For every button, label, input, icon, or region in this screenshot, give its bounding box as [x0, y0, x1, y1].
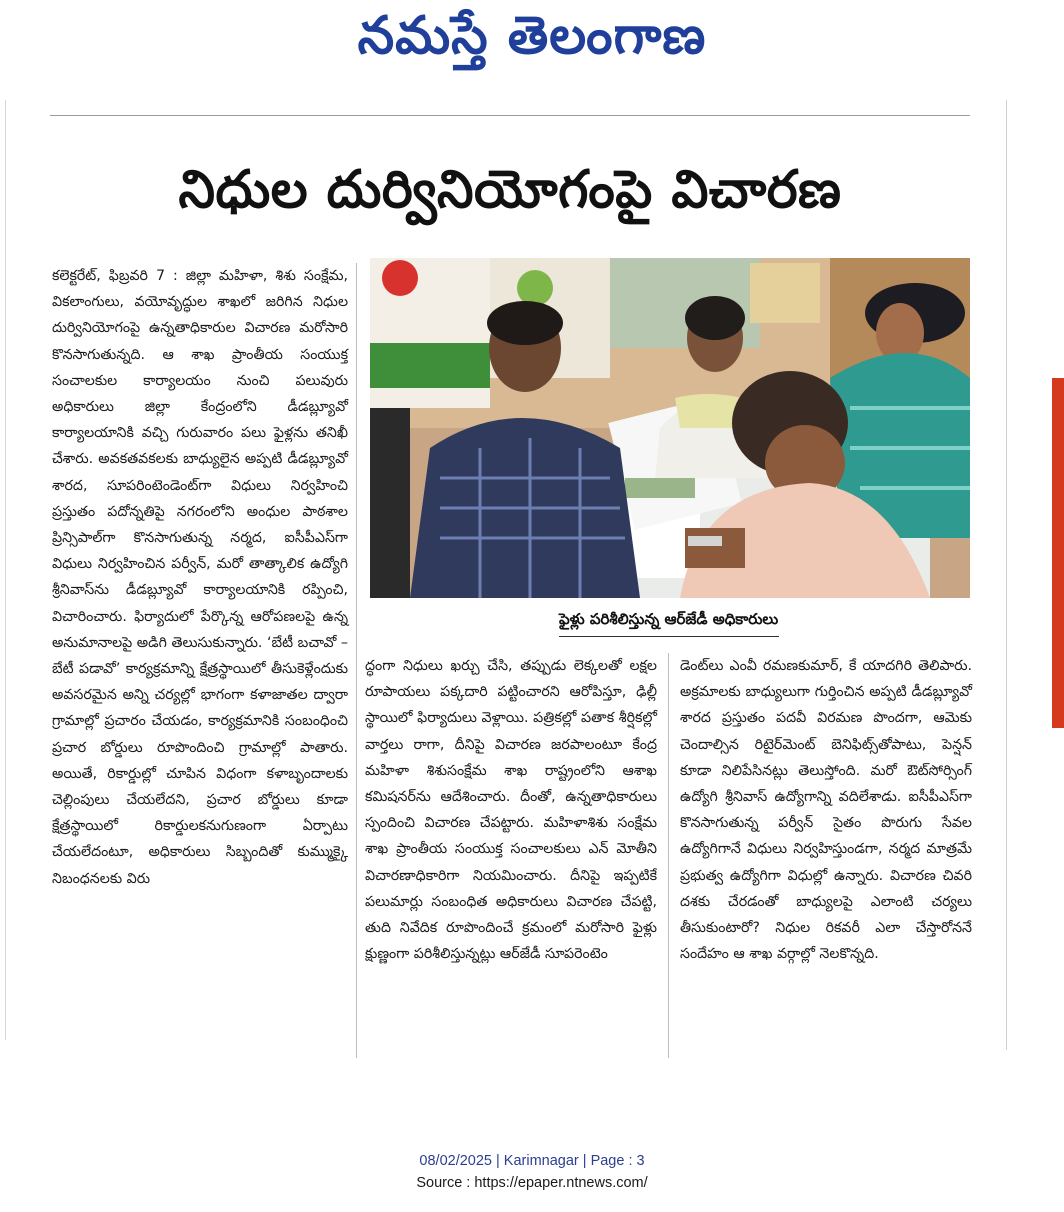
article-column-3 — [680, 653, 972, 967]
article-column-1 — [52, 263, 348, 892]
page-margin-rule — [5, 100, 6, 1040]
article-photo — [370, 258, 970, 598]
photo-illustration — [370, 258, 970, 598]
column-rule-right — [1006, 100, 1007, 1050]
adjacent-page-image-edge — [1052, 378, 1064, 728]
article-text-column-3: డెంట్‌లు ఎంవీ రమణకుమార్, కే యాదగిరి తెలిపారు. అక్రమాలకు బాధ్యులుగా గుర్తించిన అప్పటి డీడబ్ల్యూవో శారద ప్రస్తుతం పదవీ విరమణ పొందగా, ఆమెకు చెందాల్సిన రిటైర్‌మెంట్ బెనిఫిట్స్‌తోపాటు, పెన్షన్ కూడా నిలిపేసినట్లు తెలుస్తోంది. మరో ఔట్‌సోర్సింగ్ ఉద్యోగి శ్రీనివాస్ ఉద్యోగాన్ని వదిలేశాడు. ఐసీపీఎస్‌గా కొనసాగుతున్న పర్వీన్ సైతం పొరుగు సేవల ఉద్యోగిగానే విధులు నిర్వహిస్తుండగా, నర్మద మాత్రమే ప్రభుత్వ ఉద్యోగిగా విధుల్లో ఉన్నారు. విచారణ చివరి దశకు చేరడంతో బాధ్యులపై ఎలాంటి చర్యలు తీసుకుంటారో? నిధుల రికవరీ ఎలా చేస్తారోననే సందేహం ఆ శాఖ వర్గాల్లో నెలకొన్నది. — [680, 658, 972, 963]
footer-date-line: 08/02/2025 | Karimnagar | Page : 3 — [419, 1153, 645, 1169]
masthead — [0, 0, 1064, 80]
article-headline: నిధుల దుర్వినియోగంపై విచారణ — [178, 160, 842, 220]
column-separator — [668, 653, 669, 1058]
article-text-column-2: ద్ధంగా నిధులు ఖర్చు చేసి, తప్పుడు లెక్కలతో లక్షల రూపాయలు పక్కదారి పట్టించారని ఆరోపిస్తూ, ఢిల్లీ స్థాయిలో ఫిర్యాదులు వెళ్లాయి. పత్రికల్లో పతాక శీర్షికల్లో వార్తలు రాగా, దీనిపై విచారణ జరపాలంటూ కేంద్ర మహిళా శిశుసంక్షేమ శాఖ రాష్ట్రంలోని ఆశాఖ కమిషనర్‌ను ఆదేశించారు. దీంతో, ఉన్నతాధికారులు స్పందించి విచారణ చేపట్టారు. మహిళాశిశు సంక్షేమ శాఖ ప్రాంతీయ సంయుక్త సంచాలకులు ఎన్ మోతీని విచారణాధికారిగా నియమించారు. దీనిపై ఇప్పటికే పలుమార్లు సంబంధిత అధికారులు విచారణ చేపట్టి, తుది నివేదిక రూపొందించే క్రమంలో మరోసారి ఫైళ్లు క్షుణ్ణంగా పరిశీలిస్తున్నట్లు ఆర్‌జేడీ సూపరెంటెం — [365, 658, 657, 963]
photo-caption: ఫైళ్లు పరిశీలిస్తున్న ఆర్‌జేడీ అధికారులు — [559, 610, 779, 637]
header-rule — [50, 115, 970, 116]
masthead-title: నమస్తే తెలంగాణ — [357, 6, 707, 66]
footer-source-line: Source : https://epaper.ntnews.com/ — [416, 1175, 648, 1191]
article-text-column-1: కలెక్టరేట్, ఫిబ్రవరి 7 : జిల్లా మహిళా, శిశు సంక్షేమ, వికలాంగులు, వయోవృద్ధుల శాఖలో జరిగిన నిధుల దుర్వినియోగంపై ఉన్నతాధికారుల విచారణ మరోసారి కొనసాగుతున్నది. ఆ శాఖ ప్రాంతీయ సంయుక్త సంచాలకుల కార్యాలయం నుంచి పలువురు అధికారులు జిల్లా కేంద్రంలోని డీడబ్ల్యూవో కార్యాలయానికి వచ్చి గురువారం పలు ఫైళ్లను తనిఖీ చేశారు. అవకతవకలకు బాధ్యులైన అప్పటి డీడబ్ల్యూవో శారద, సూపరింటెండెంట్‌గా విధులు నిర్వహించి ప్రస్తుతం పదోన్నతిపై నగరంలోని అంధుల పాఠశాల ప్రిన్సిపాల్‌గా కొనసాగుతున్న నర్మద, ఐసీపీఎస్‌గా విధులు నిర్వహించిన పర్వీన్, మరో తాత్కాలిక ఉద్యోగి శ్రీనివాస్‌ను డీడబ్ల్యూవో కార్యాలయానికి రప్పించి, విచారించారు. ఫిర్యాదులో పేర్కొన్న ఆరోపణలపై ఉన్న అనుమానాలపై అడిగి తెలుసుకున్నారు. ‘బేటీ బచావో – బేటీ పడావో’ కార్యక్రమాన్ని క్షేత్రస్థాయిలో తీసుకెళ్లేందుకు అవసరమైన అన్ని చర్యల్లో భాగంగా కళాజాతల ద్వారా గ్రామాల్లో ప్రచారం చేయడం, కార్యక్రమానికి సంబంధించి ప్రచార బోర్డులు రూపొందించి గ్రామాల్లో పాతారు. అయితే, రికార్డుల్లో చూపిన విధంగా కళాబృందాలకు చెల్లింపులు చేయలేదని, ప్రచార బోర్డులు కూడా క్షేత్రస్థాయిలో రికార్డులకనుగుణంగా ఏర్పాటు చేయలేదంటూ, అధికారులు సిబ్బందితో కుమ్ముక్కై నిబంధనలకు విరు — [52, 268, 348, 887]
column-separator — [356, 263, 357, 1058]
article-column-2 — [365, 653, 657, 967]
page-footer — [0, 1150, 1064, 1194]
